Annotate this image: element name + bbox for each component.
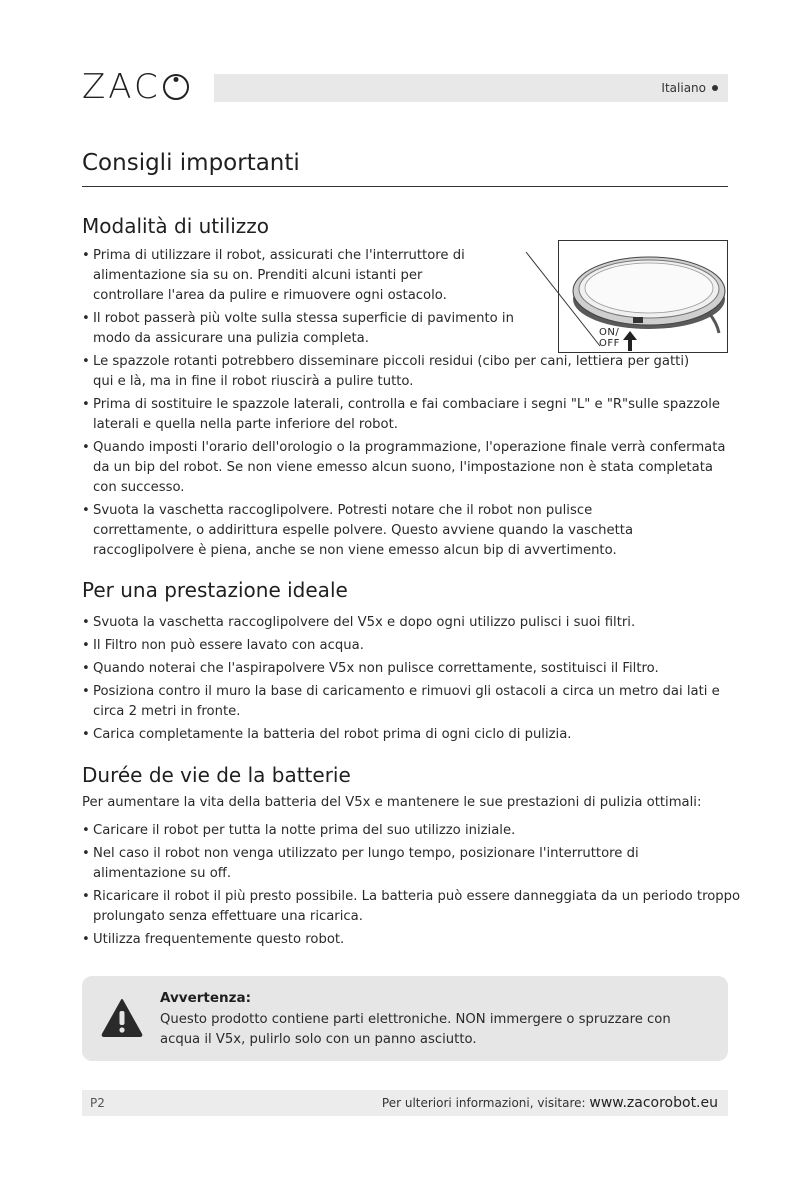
list-item: • Il robot passerà più volte sulla stessa superficie di pavimento in modo da assicurare una pulizia completa.: [82, 309, 523, 349]
switch-label: ON/ OFF: [599, 327, 620, 349]
list-item: • Carica completamente la batteria del robot prima di ogni ciclo di pulizia.: [82, 725, 732, 745]
arrow-up-icon: [623, 331, 637, 351]
brand-logo: [82, 67, 189, 107]
section-title-performance: Per una prestazione ideale: [82, 578, 348, 602]
section-title-battery: Durée de vie de la batterie: [82, 763, 351, 787]
warning-title: Avvertenza:: [160, 990, 251, 1006]
title-divider: [82, 186, 728, 187]
list-item: • Ricaricare il robot il più presto possibile. La batteria può essere danneggiata da un periodo troppo prolungato senza effettuare una ricarica.: [82, 887, 743, 927]
list-item: • Il Filtro non può essere lavato con acqua.: [82, 636, 732, 656]
list-item: • Prima di sostituire le spazzole laterali, controlla e fai combaciare i segni "L" e "R"sulle spazzole laterali e quella nella parte inferiore del robot.: [82, 395, 733, 435]
footer-info: Per ulteriori informazioni, visitare: www.zacorobot.eu: [381, 1095, 718, 1111]
logo-o-mark-icon: [163, 74, 189, 100]
language-bar: [214, 74, 728, 102]
list-item: • Nel caso il robot non venga utilizzato per lungo tempo, posizionare l'interruttore di alimentazione su off.: [82, 844, 693, 884]
bullet-dot-icon: [712, 85, 718, 91]
list-item: • Prima di utilizzare il robot, assicurati che l'interruttore di alimentazione sia su on. Prenditi alcuni istanti per controllare l'area da pulire e rimuovere ogni ostacolo.: [82, 246, 483, 306]
list-item: • Caricare il robot per tutta la notte prima del suo utilizzo iniziale.: [82, 821, 732, 841]
page-title: Consigli importanti: [82, 150, 300, 176]
warning-box: [82, 976, 728, 1061]
logo-text: ZAC: [82, 67, 161, 107]
warning-icon: [100, 996, 144, 1040]
list-item: • Quando imposti l'orario dell'orologio o la programmazione, l'operazione finale verrà confermata da un bip del robot. Se non viene emesso alcun suono, l'impostazione non è stata completata con successo.: [82, 438, 733, 498]
page-number: P2: [90, 1096, 105, 1110]
list-item: • Posiziona contro il muro la base di caricamento e rimuovi gli ostacoli a circa un metro dai lati e circa 2 metri in fronte.: [82, 682, 733, 722]
list-item: • Le spazzole rotanti potrebbero disseminare piccoli residui (cibo per cani, lettiera per gatti) qui e là, ma in fine il robot riuscirà a pulire tutto.: [82, 352, 693, 392]
performance-list: [82, 613, 732, 748]
pointer-line: [524, 250, 604, 350]
battery-intro: Per aumentare la vita della batteria del V5x e mantenere le sue prestazioni di pulizia ottimali:: [82, 795, 702, 810]
warning-text: Questo prodotto contiene parti elettroniche. NON immergere o spruzzare con acqua il V5x, pulirlo solo con un panno asciutto.: [160, 1012, 671, 1047]
list-item: • Utilizza frequentemente questo robot.: [82, 930, 732, 950]
website-link[interactable]: www.zacorobot.eu: [589, 1095, 718, 1111]
list-item: • Quando noterai che l'aspirapolvere V5x non pulisce correttamente, sostituisci il Filtro.: [82, 659, 732, 679]
battery-list: [82, 821, 741, 953]
page-footer: [82, 1090, 728, 1116]
list-item: • Svuota la vaschetta raccoglipolvere. Potresti notare che il robot non pulisce correttamente, o addirittura espelle polvere. Questo avviene quando la vaschetta raccoglipolvere è piena, anche se non viene emesso alcun bip di avvertimento.: [82, 501, 683, 561]
language-label: Italiano: [661, 81, 706, 95]
section-title-usage: Modalità di utilizzo: [82, 214, 270, 238]
list-item: • Svuota la vaschetta raccoglipolvere del V5x e dopo ogni utilizzo pulisci i suoi filtri.: [82, 613, 732, 633]
